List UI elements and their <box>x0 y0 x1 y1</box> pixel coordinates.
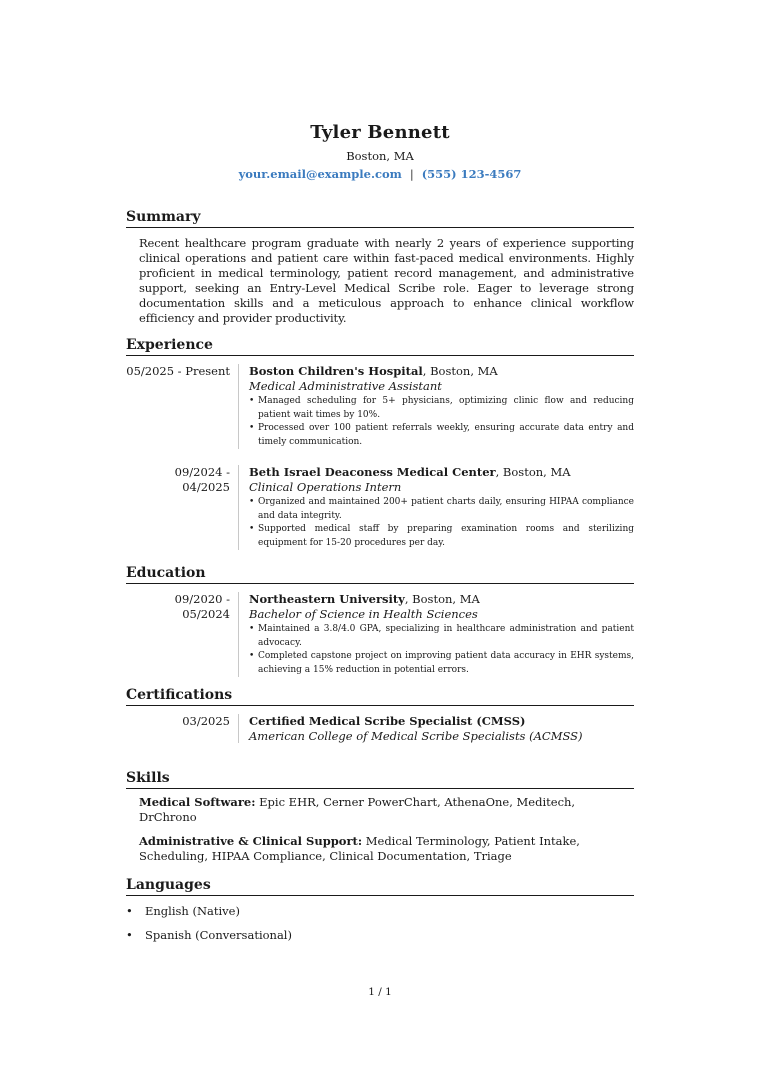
contact-line <box>0 167 760 182</box>
section-title-skills: Skills <box>126 769 634 789</box>
candidate-name: Tyler Bennett <box>310 122 450 143</box>
email-link[interactable]: your.email@example.com <box>238 167 402 181</box>
entry-location: , Boston, MA <box>404 592 480 606</box>
bullet-item: • Maintained a 3.8/4.0 GPA, specializing in healthcare administration and patient advocacy. <box>249 623 634 650</box>
entry-date: 03/2025 <box>182 714 230 728</box>
section-title-certifications: Certifications <box>126 686 634 706</box>
entry-organization: Beth Israel Deaconess Medical Center <box>249 465 496 479</box>
entry-organization: Northeastern University <box>249 592 405 606</box>
contact-separator: | <box>409 167 414 181</box>
certification-issuer: American College of Medical Scribe Specialists (ACMSS) <box>249 729 583 743</box>
summary-section <box>126 208 634 326</box>
entry-body <box>238 714 634 743</box>
section-title-experience: Experience <box>126 336 634 356</box>
entry-organization: Boston Children's Hospital <box>249 364 423 378</box>
section-title-education: Education <box>126 564 634 584</box>
certifications-section <box>126 686 634 743</box>
page-number: 1 / 1 <box>368 986 392 998</box>
skill-group <box>139 795 634 825</box>
section-title-languages: Languages <box>126 876 634 896</box>
skill-value: Medical Terminology, Patient Intake, Scheduling, HIPAA Compliance, Clinical Documentation, Triage <box>139 834 580 863</box>
candidate-location: Boston, MA <box>346 149 414 163</box>
entry-heading <box>249 592 634 607</box>
certification-name: Certified Medical Scribe Specialist (CMSS) <box>249 714 526 728</box>
entry-location: , Boston, MA <box>495 465 571 479</box>
entry-date: 09/2024 - 04/2025 <box>174 465 230 494</box>
bullet-item: • Processed over 100 patient referrals weekly, ensuring accurate data entry and timely communication. <box>249 422 634 449</box>
experience-section <box>126 336 634 550</box>
resume-header <box>0 122 760 182</box>
skill-label: Administrative & Clinical Support: <box>139 834 363 848</box>
phone-link[interactable]: (555) 123-4567 <box>421 167 522 181</box>
entry-body <box>238 592 634 677</box>
entry-bullets <box>249 496 634 550</box>
bullet-item: • Organized and maintained 200+ patient charts daily, ensuring HIPAA compliance and data integrity. <box>249 496 634 523</box>
bullet-item: • Managed scheduling for 5+ physicians, optimizing clinic flow and reducing patient wait times by 10%. <box>249 395 634 422</box>
skills-section <box>126 769 634 864</box>
entry-body <box>238 465 634 550</box>
skill-value: Epic EHR, Cerner PowerChart, AthenaOne, Meditech, DrChrono <box>139 795 576 824</box>
bullet-item: • Completed capstone project on improving patient data accuracy in EHR systems, achieving a 15% reduction in potential errors. <box>249 650 634 677</box>
entry-heading <box>249 465 634 480</box>
language-item: • Spanish (Conversational) <box>126 928 634 943</box>
experience-entry <box>126 465 634 550</box>
education-entry <box>126 592 634 677</box>
skill-label: Medical Software: <box>139 795 256 809</box>
entry-date: 05/2025 - Present <box>126 364 230 378</box>
entry-body <box>238 364 634 449</box>
bullet-item: • Supported medical staff by preparing examination rooms and sterilizing equipment for 15-20 procedures per day. <box>249 523 634 550</box>
entry-role: Clinical Operations Intern <box>249 480 402 494</box>
entry-date: 09/2020 - 05/2024 <box>174 592 230 621</box>
entry-bullets <box>249 395 634 449</box>
entry-location: , Boston, MA <box>422 364 498 378</box>
languages-section <box>126 876 634 952</box>
entry-role: Bachelor of Science in Health Sciences <box>249 607 478 621</box>
entry-role: Medical Administrative Assistant <box>249 379 442 393</box>
certification-entry <box>126 714 634 743</box>
entry-heading <box>249 364 634 379</box>
education-section <box>126 564 634 677</box>
summary-text: Recent healthcare program graduate with nearly 2 years of experience supporting clinical operations and patient care within fast-paced medical environments. Highly proficient in medical terminology, patient record management, and administrative support, seeking an Entry-Level Medical Scribe role. Eager to leverage strong documentation skills and a meticulous approach to enhance clinical workflow efficiency and provider productivity. <box>139 236 634 325</box>
entry-heading <box>249 714 634 729</box>
language-item: • English (Native) <box>126 904 634 919</box>
experience-entry <box>126 364 634 449</box>
skill-group <box>139 834 634 864</box>
section-title-summary: Summary <box>126 208 634 228</box>
entry-bullets <box>249 623 634 677</box>
language-list <box>126 904 634 943</box>
